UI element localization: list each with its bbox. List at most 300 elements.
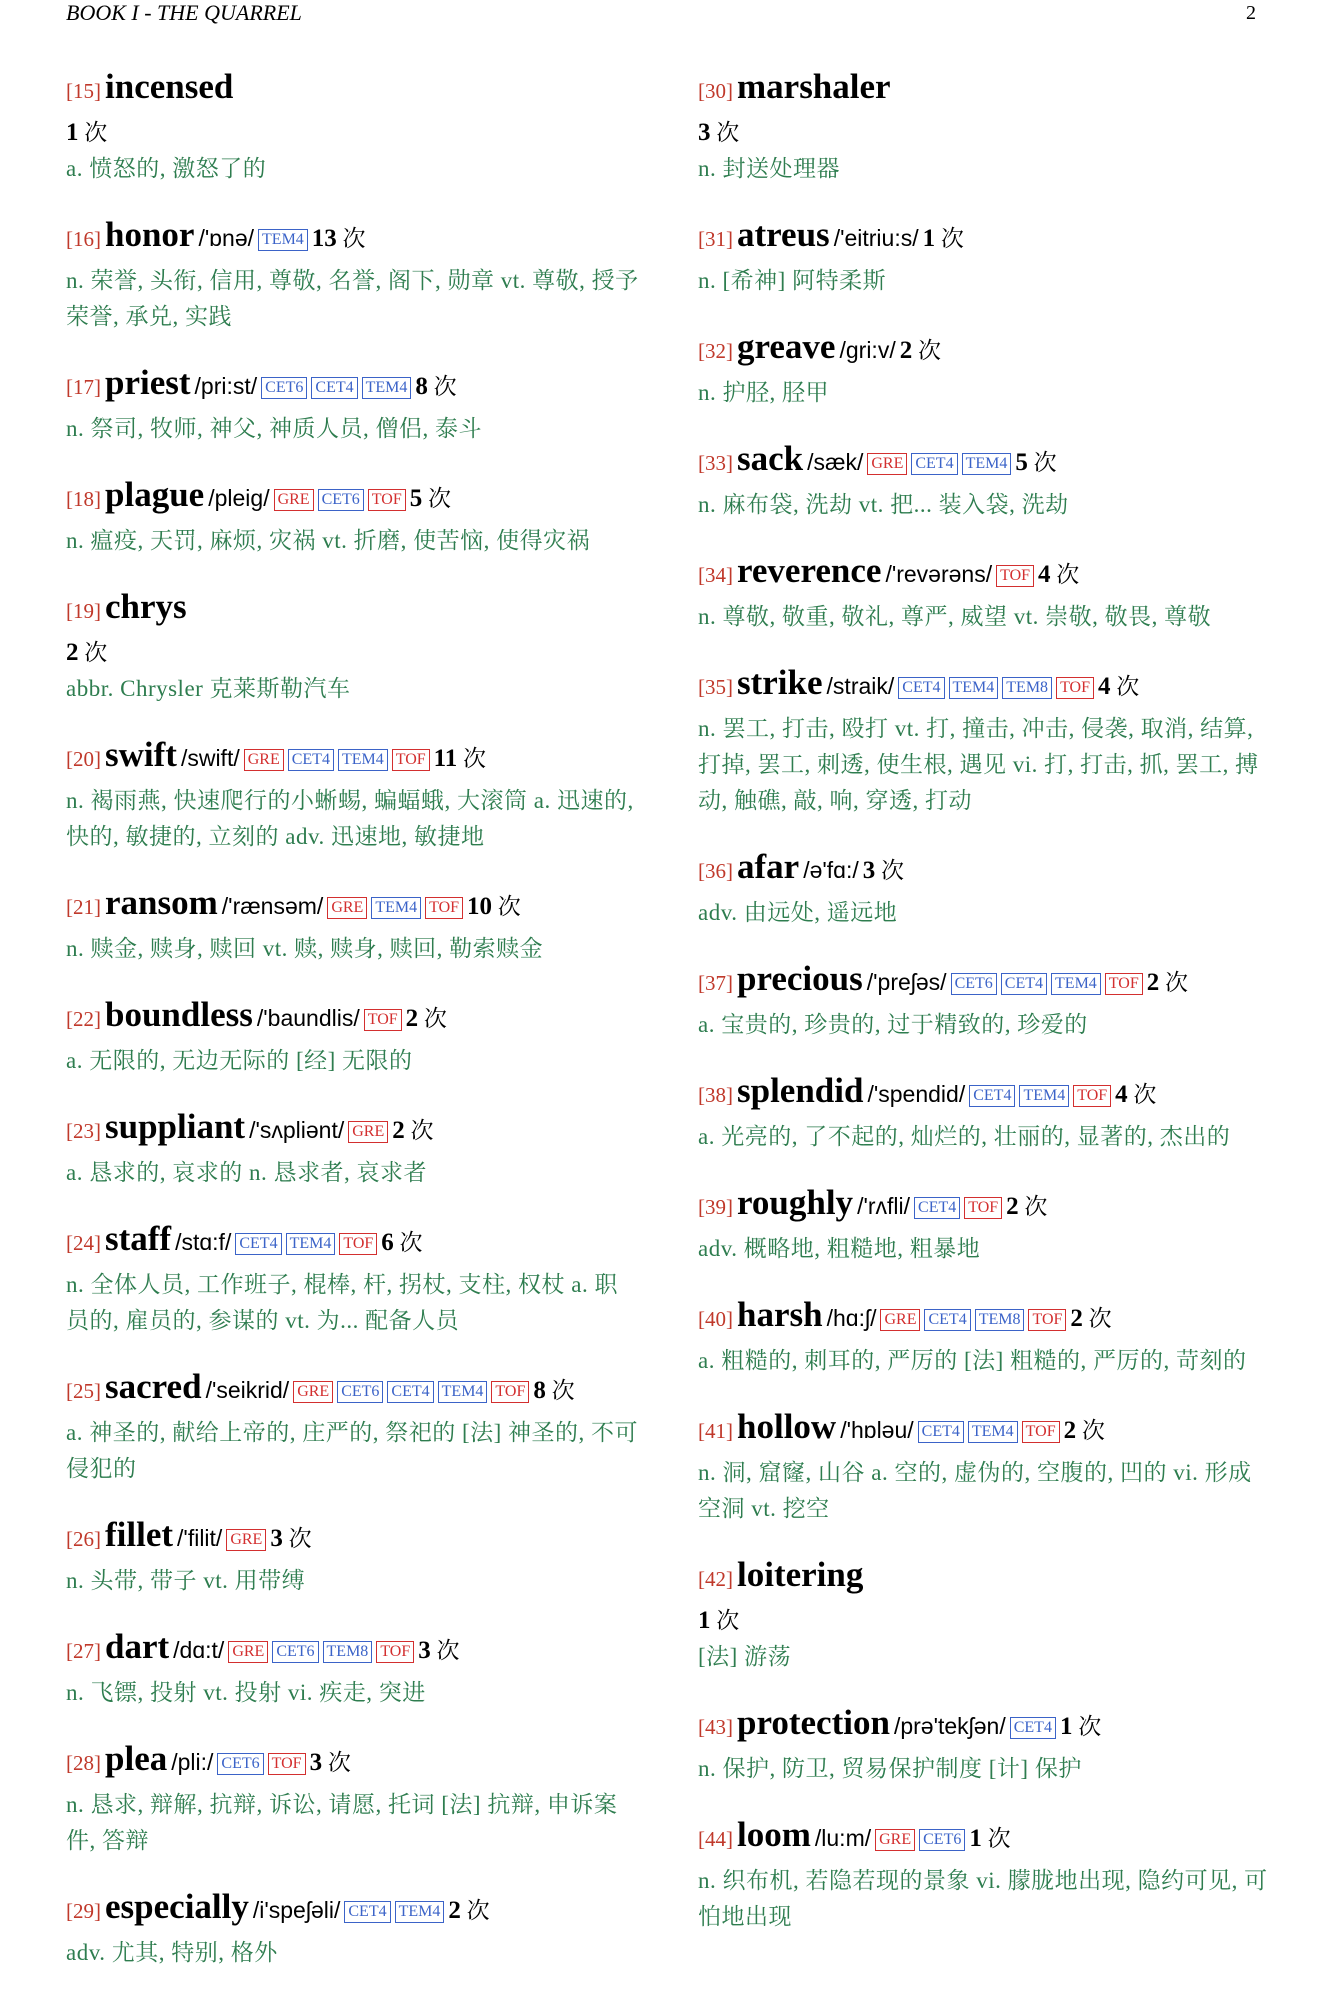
- count-number: 3: [862, 857, 876, 884]
- entry-headline: [66, 1514, 641, 1563]
- count-number: 1: [969, 1825, 982, 1852]
- entry-word: harsh: [737, 1295, 823, 1334]
- exam-tag: GRE: [880, 1309, 920, 1331]
- entry-index: [29]: [66, 1899, 101, 1923]
- exam-tag: TEM8: [323, 1641, 373, 1663]
- entry-phonetic: /ə'fɑ:/: [803, 857, 859, 883]
- entry-count-line: 2 次: [66, 639, 108, 666]
- exam-tag: TOF: [376, 1641, 414, 1663]
- exam-tag: CET4: [918, 1421, 964, 1443]
- entry-phonetic: /straik/: [826, 673, 895, 699]
- entry-headline: [698, 1182, 1273, 1231]
- entry-definition: a. 宝贵的, 珍贵的, 过于精致的, 珍爱的: [698, 1012, 1088, 1037]
- entry-index: [44]: [698, 1827, 733, 1851]
- entry-count: 5 次: [1015, 449, 1057, 476]
- entry-headline: [698, 1814, 1273, 1863]
- entry-headline: [66, 586, 641, 635]
- exam-tag: TOF: [1028, 1309, 1066, 1331]
- exam-tag: CET4: [235, 1233, 281, 1255]
- exam-tag: TOF: [491, 1381, 529, 1403]
- entry-definition: n. 保护, 防卫, 贸易保护制度 [计] 保护: [698, 1756, 1082, 1781]
- exam-tag: TOF: [268, 1753, 306, 1775]
- entry-word: ransom: [105, 883, 218, 922]
- entry-index: [33]: [698, 451, 733, 475]
- exam-tag: CET4: [311, 377, 357, 399]
- exam-tag: GRE: [226, 1529, 266, 1551]
- entry-definition: n. 尊敬, 敬重, 敬礼, 尊严, 威望 vt. 崇敬, 敬畏, 尊敬: [698, 604, 1212, 629]
- entry-count-line: 1 次: [698, 1607, 740, 1634]
- entry-headline: [698, 1294, 1273, 1343]
- count-number: 2: [1063, 1417, 1077, 1444]
- page-header: [66, 0, 1256, 30]
- count-number: 8: [415, 373, 428, 400]
- exam-tag: GRE: [244, 749, 284, 771]
- entry-word: strike: [737, 663, 823, 702]
- entry-definition: n. 全体人员, 工作班子, 棍棒, 杆, 拐杖, 支柱, 权杖 a. 职员的, 雇员的, 参谋的 vt. 为... 配备人员: [66, 1272, 618, 1333]
- entry-definition: n. 封送处理器: [698, 156, 840, 181]
- entry-definition: n. 荣誉, 头衔, 信用, 尊敬, 名誉, 阁下, 勋章 vt. 尊敬, 授予荣誉, 承兑, 实践: [66, 268, 639, 329]
- entry-definition: n. 头带, 带子 vt. 用带缚: [66, 1568, 306, 1593]
- entry-definition: a. 愤怒的, 激怒了的: [66, 156, 267, 181]
- entry-phonetic: /pleig/: [208, 485, 270, 511]
- entry-phonetic: /'seikrid/: [205, 1377, 290, 1403]
- entry-headline: [698, 662, 1273, 711]
- exam-tag: TEM4: [438, 1381, 488, 1403]
- entry-index: [18]: [66, 487, 101, 511]
- entry-headline: [698, 958, 1273, 1007]
- vocab-entry: [698, 958, 1273, 1043]
- entry-headline: [66, 1886, 641, 1935]
- entry-phonetic: /sæk/: [807, 449, 864, 475]
- vocab-entry: [698, 1182, 1273, 1267]
- entry-phonetic: /'spendid/: [867, 1081, 966, 1107]
- entry-word: staff: [105, 1219, 172, 1258]
- entry-count: 3 次: [270, 1525, 312, 1552]
- entry-phonetic: /'hɒləu/: [840, 1417, 914, 1443]
- vocab-entry: [66, 1886, 641, 1971]
- entry-headline: [66, 1626, 641, 1675]
- entry-headline: [66, 1218, 641, 1267]
- entry-count: 8 次: [415, 373, 457, 400]
- entry-count: 3 次: [309, 1749, 351, 1776]
- entry-headline: [698, 1554, 1273, 1603]
- vocab-entry: [698, 1702, 1273, 1787]
- count-number: 2: [405, 1005, 419, 1032]
- entry-word: boundless: [105, 995, 253, 1034]
- entry-word: plague: [105, 475, 205, 514]
- entry-count: 4 次: [1038, 561, 1080, 588]
- exam-tag: CET4: [911, 453, 957, 475]
- entry-phonetic: /prə'tekʃən/: [893, 1713, 1006, 1739]
- entry-word: greave: [737, 327, 836, 366]
- entry-count: 2 次: [1146, 969, 1188, 996]
- count-number: 10: [467, 893, 493, 920]
- exam-tag: TOF: [1105, 973, 1143, 995]
- entry-index: [24]: [66, 1231, 101, 1255]
- entry-count: 2 次: [899, 337, 941, 364]
- vocab-entry: [66, 882, 641, 967]
- entry-word: hollow: [737, 1407, 837, 1446]
- entry-phonetic: /gri:v/: [839, 337, 896, 363]
- vocab-entry: [66, 1106, 641, 1191]
- count-number: 4: [1098, 673, 1111, 700]
- entry-word: loitering: [737, 1555, 864, 1594]
- entry-headline: [698, 1070, 1273, 1119]
- entry-headline: [698, 66, 1273, 115]
- exam-tag: TEM8: [1002, 677, 1052, 699]
- vocab-entry: [698, 662, 1273, 819]
- exam-tag: TEM4: [371, 897, 421, 919]
- vocab-entry: [698, 1070, 1273, 1155]
- entry-index: [27]: [66, 1639, 101, 1663]
- exam-tag: CET6: [919, 1829, 965, 1851]
- entry-index: [26]: [66, 1527, 101, 1551]
- entry-word: priest: [105, 363, 191, 402]
- exam-tag: CET4: [924, 1309, 970, 1331]
- exam-tag: TOF: [392, 749, 430, 771]
- entry-count: 3 次: [862, 857, 904, 884]
- exam-tag: GRE: [293, 1381, 333, 1403]
- entry-phonetic: /swift/: [180, 745, 240, 771]
- vocab-entry: [66, 994, 641, 1079]
- exam-tag: CET4: [1010, 1717, 1056, 1739]
- count-number: 2: [392, 1117, 405, 1144]
- entry-count: 5 次: [409, 485, 451, 512]
- entry-word: sack: [737, 439, 804, 478]
- vocab-entry: [698, 1554, 1273, 1675]
- entry-definition: n. 恳求, 辩解, 抗辩, 诉讼, 请愿, 托词 [法] 抗辩, 申诉案件, 答辩: [66, 1792, 618, 1853]
- count-number: 1: [1059, 1713, 1073, 1740]
- entry-index: [21]: [66, 895, 101, 919]
- entry-index: [34]: [698, 563, 733, 587]
- exam-tag: TOF: [964, 1197, 1002, 1219]
- entry-word: swift: [105, 735, 177, 774]
- entry-word: sacred: [105, 1367, 202, 1406]
- entry-headline: [66, 474, 641, 523]
- vocab-entry: [698, 66, 1273, 187]
- exam-tag: TOF: [1022, 1421, 1060, 1443]
- entry-word: splendid: [737, 1071, 864, 1110]
- exam-tag: TEM4: [362, 377, 412, 399]
- count-number: 3: [698, 119, 711, 146]
- exam-tag: CET4: [288, 749, 334, 771]
- entry-headline: [698, 326, 1273, 375]
- entry-count: 1 次: [969, 1825, 1011, 1852]
- entry-index: [42]: [698, 1567, 733, 1591]
- entry-index: [20]: [66, 747, 101, 771]
- entry-headline: [698, 846, 1273, 895]
- exam-tag: CET4: [898, 677, 944, 699]
- entry-word: dart: [105, 1627, 170, 1666]
- entry-count: 11 次: [433, 745, 487, 772]
- entry-definition: n. [希神] 阿特柔斯: [698, 268, 887, 293]
- entry-index: [31]: [698, 227, 733, 251]
- entry-word: atreus: [737, 215, 830, 254]
- entry-definition: n. 织布机, 若隐若现的景象 vi. 朦胧地出现, 隐约可见, 可怕地出现: [698, 1868, 1268, 1929]
- entry-headline: [66, 882, 641, 931]
- count-number: 2: [66, 639, 79, 666]
- entry-index: [41]: [698, 1419, 733, 1443]
- count-number: 8: [533, 1377, 546, 1404]
- entry-definition: a. 粗糙的, 刺耳的, 严厉的 [法] 粗糙的, 严厉的, 苛刻的: [698, 1348, 1247, 1373]
- count-number: 5: [409, 485, 423, 512]
- exam-tag: TEM8: [975, 1309, 1025, 1331]
- vocab-entry: [66, 1366, 641, 1487]
- exam-tag: TEM4: [258, 229, 308, 251]
- entry-definition: adv. 由远处, 遥远地: [698, 900, 898, 925]
- entry-phonetic: /stɑ:f/: [175, 1229, 232, 1255]
- entry-definition: n. 赎金, 赎身, 赎回 vt. 赎, 赎身, 赎回, 勒索赎金: [66, 936, 544, 961]
- entry-definition: n. 祭司, 牧师, 神父, 神质人员, 僧侣, 泰斗: [66, 416, 482, 441]
- entry-index: [19]: [66, 599, 101, 623]
- entry-definition: adv. 尤其, 特别, 格外: [66, 1940, 278, 1965]
- entry-headline: [698, 438, 1273, 487]
- exam-tag: CET6: [261, 377, 307, 399]
- entry-word: chrys: [105, 587, 187, 626]
- entry-index: [40]: [698, 1307, 733, 1331]
- exam-tag: TEM4: [338, 749, 388, 771]
- entry-index: [22]: [66, 1007, 101, 1031]
- entry-word: afar: [737, 847, 800, 886]
- vocab-entry: [66, 1218, 641, 1339]
- entry-count: 3 次: [418, 1637, 460, 1664]
- exam-tag: GRE: [348, 1121, 388, 1143]
- entry-headline: [66, 362, 641, 411]
- exam-tag: GRE: [274, 489, 314, 511]
- vocab-entry: [66, 1514, 641, 1599]
- exam-tag: TEM4: [395, 1901, 445, 1923]
- entry-phonetic: /dɑ:t/: [173, 1637, 225, 1663]
- exam-tag: TOF: [1073, 1085, 1111, 1107]
- count-number: 1: [922, 225, 936, 252]
- vocab-entry: [66, 734, 641, 855]
- entry-count-line: 3 次: [698, 119, 740, 146]
- entry-phonetic: /'filit/: [177, 1525, 223, 1551]
- vocab-entry: [66, 474, 641, 559]
- entry-index: [30]: [698, 79, 733, 103]
- exam-tag: CET4: [387, 1381, 433, 1403]
- entry-headline: [698, 550, 1273, 599]
- entry-count: 10 次: [467, 893, 521, 920]
- entry-word: incensed: [105, 67, 234, 106]
- page-number: 2: [1246, 2, 1256, 24]
- exam-tag: TEM4: [949, 677, 999, 699]
- entry-index: [17]: [66, 375, 101, 399]
- vocab-entry: [698, 846, 1273, 931]
- vocab-entry: [698, 326, 1273, 411]
- entry-phonetic: /i'speʃəli/: [252, 1897, 341, 1923]
- count-number: 4: [1115, 1081, 1128, 1108]
- exam-tag: CET4: [914, 1197, 960, 1219]
- entry-definition: a. 恳求的, 哀求的 n. 恳求者, 哀求者: [66, 1160, 427, 1185]
- exam-tag: CET6: [217, 1753, 263, 1775]
- vocab-entry: [66, 1626, 641, 1711]
- entry-definition: abbr. Chrysler 克莱斯勒汽车: [66, 676, 351, 701]
- entry-definition: n. 褐雨燕, 快速爬行的小蜥蜴, 蝙蝠蛾, 大滚筒 a. 迅速的, 快的, 敏捷的, 立刻的 adv. 迅速地, 敏捷地: [66, 788, 634, 849]
- entry-phonetic: /'baundlis/: [256, 1005, 360, 1031]
- vocab-entry: [698, 550, 1273, 635]
- entry-definition: n. 麻布袋, 洗劫 vt. 把... 装入袋, 洗劫: [698, 492, 1069, 517]
- count-number: 2: [1006, 1193, 1019, 1220]
- entry-word: roughly: [737, 1183, 854, 1222]
- vocab-entry: [66, 586, 641, 707]
- entry-count: 6 次: [381, 1229, 423, 1256]
- exam-tag: TEM4: [968, 1421, 1018, 1443]
- entry-index: [16]: [66, 227, 101, 251]
- entry-index: [25]: [66, 1379, 101, 1403]
- entry-phonetic: /'sʌpliənt/: [249, 1117, 345, 1143]
- entry-count: 2 次: [448, 1897, 490, 1924]
- exam-tag: CET6: [318, 489, 364, 511]
- exam-tag: TOF: [339, 1233, 377, 1255]
- entry-phonetic: /pli:/: [171, 1749, 214, 1775]
- count-number: 5: [1015, 449, 1028, 476]
- entry-definition: n. 瘟疫, 天罚, 麻烦, 灾祸 vt. 折磨, 使苦恼, 使得灾祸: [66, 528, 591, 553]
- entry-definition: n. 护胫, 胫甲: [698, 380, 829, 405]
- entry-count: 2 次: [1070, 1305, 1112, 1332]
- exam-tag: GRE: [867, 453, 907, 475]
- entry-headline: [66, 66, 641, 115]
- vocab-entry: [698, 1294, 1273, 1379]
- entry-index: [38]: [698, 1083, 733, 1107]
- exam-tag: CET4: [969, 1085, 1015, 1107]
- exam-tag: TOF: [425, 897, 463, 919]
- entry-phonetic: /pri:st/: [194, 373, 258, 399]
- count-number: 3: [309, 1749, 323, 1776]
- exam-tag: GRE: [228, 1641, 268, 1663]
- entry-phonetic: /'rʌfli/: [857, 1193, 911, 1219]
- entry-headline: [698, 214, 1273, 263]
- entry-headline: [698, 1406, 1273, 1455]
- entry-headline: [66, 994, 641, 1043]
- count-number: 2: [448, 1897, 461, 1924]
- exam-tag: CET6: [337, 1381, 383, 1403]
- exam-tag: TEM4: [1019, 1085, 1069, 1107]
- entry-index: [43]: [698, 1715, 733, 1739]
- entry-index: [32]: [698, 339, 733, 363]
- exam-tag: CET4: [344, 1901, 390, 1923]
- entry-count: 1 次: [1059, 1713, 1102, 1740]
- entry-definition: n. 洞, 窟窿, 山谷 a. 空的, 虚伪的, 空腹的, 凹的 vi. 形成空洞 vt. 挖空: [698, 1460, 1252, 1521]
- vocab-entry: [66, 214, 641, 335]
- exam-tag: CET4: [1001, 973, 1047, 995]
- entry-word: plea: [105, 1739, 168, 1778]
- entry-phonetic: /'preʃəs/: [866, 969, 947, 995]
- count-number: 3: [270, 1525, 283, 1552]
- entry-count: 4 次: [1115, 1081, 1157, 1108]
- entry-word: honor: [105, 215, 195, 254]
- exam-tag: GRE: [327, 897, 367, 919]
- exam-tag: TOF: [996, 565, 1034, 587]
- entry-phonetic: /hɑ:ʃ/: [826, 1305, 877, 1331]
- entry-count: 13 次: [311, 225, 366, 252]
- entry-definition: n. 罢工, 打击, 殴打 vt. 打, 撞击, 冲击, 侵袭, 取消, 结算, 打掉, 罢工, 刺透, 使生根, 遇见 vi. 打, 打击, 抓, 罢工, 搏动, 触礁, 敲, 响, 穿透, 打动: [698, 716, 1259, 813]
- count-number: 11: [433, 745, 458, 772]
- entry-headline: [698, 1702, 1273, 1751]
- entry-count: 8 次: [533, 1377, 575, 1404]
- entry-count: 4 次: [1098, 673, 1140, 700]
- entry-index: [28]: [66, 1751, 101, 1775]
- entry-count: 2 次: [1006, 1193, 1048, 1220]
- exam-tag: GRE: [875, 1829, 915, 1851]
- entry-word: suppliant: [105, 1107, 246, 1146]
- entry-index: [37]: [698, 971, 733, 995]
- vocab-entry: [66, 66, 641, 187]
- entry-word: precious: [737, 959, 863, 998]
- vocab-entry: [698, 214, 1273, 299]
- entry-count: 1 次: [922, 225, 964, 252]
- entry-definition: a. 无限的, 无边无际的 [经] 无限的: [66, 1048, 413, 1073]
- entry-headline: [66, 1106, 641, 1155]
- entry-word: especially: [105, 1887, 249, 1926]
- vocab-entry: [698, 1814, 1273, 1935]
- exam-tag: TEM4: [286, 1233, 336, 1255]
- count-number: 2: [1146, 969, 1160, 996]
- exam-tag: TOF: [1056, 677, 1094, 699]
- entry-word: reverence: [737, 551, 882, 590]
- entry-index: [15]: [66, 79, 101, 103]
- count-number: 2: [899, 337, 913, 364]
- exam-tag: CET6: [951, 973, 997, 995]
- entry-count-line: 1 次: [66, 119, 108, 146]
- exam-tag: TOF: [368, 489, 406, 511]
- entry-count: 2 次: [392, 1117, 434, 1144]
- entry-headline: [66, 214, 641, 263]
- entry-definition: adv. 概略地, 粗糙地, 粗暴地: [698, 1236, 981, 1261]
- entry-phonetic: /'ɒnə/: [198, 225, 255, 251]
- entry-definition: a. 神圣的, 献给上帝的, 庄严的, 祭祀的 [法] 神圣的, 不可侵犯的: [66, 1420, 639, 1481]
- entry-word: protection: [737, 1703, 890, 1742]
- exam-tag: TOF: [364, 1009, 402, 1031]
- count-number: 2: [1070, 1305, 1083, 1332]
- count-number: 1: [698, 1607, 711, 1634]
- count-number: 13: [311, 225, 337, 252]
- count-number: 1: [66, 119, 79, 146]
- count-number: 4: [1038, 561, 1051, 588]
- entry-headline: [66, 1366, 641, 1415]
- entry-word: marshaler: [737, 67, 891, 106]
- entry-word: fillet: [105, 1515, 174, 1554]
- entry-headline: [66, 1738, 641, 1787]
- entry-headline: [66, 734, 641, 783]
- entry-definition: [法] 游荡: [698, 1644, 792, 1669]
- exam-tag: CET6: [272, 1641, 318, 1663]
- entry-definition: n. 飞镖, 投射 vt. 投射 vi. 疾走, 突进: [66, 1680, 426, 1705]
- vocab-entry: [66, 1738, 641, 1859]
- entry-word: loom: [737, 1815, 811, 1854]
- entry-index: [36]: [698, 859, 733, 883]
- vocab-entry: [698, 438, 1273, 523]
- entry-phonetic: /lu:m/: [814, 1825, 872, 1851]
- count-number: 6: [381, 1229, 394, 1256]
- count-number: 3: [418, 1637, 431, 1664]
- entry-phonetic: /'rænsəm/: [221, 893, 324, 919]
- entry-phonetic: /'eitriu:s/: [833, 225, 919, 251]
- exam-tag: TEM4: [962, 453, 1012, 475]
- entry-index: [35]: [698, 675, 733, 699]
- entry-index: [23]: [66, 1119, 101, 1143]
- exam-tag: TEM4: [1051, 973, 1101, 995]
- entry-phonetic: /'revərəns/: [885, 561, 993, 587]
- entry-count: 2 次: [405, 1005, 447, 1032]
- entry-definition: a. 光亮的, 了不起的, 灿烂的, 壮丽的, 显著的, 杰出的: [698, 1124, 1231, 1149]
- vocab-entry: [66, 362, 641, 447]
- left-column: [66, 66, 641, 1998]
- right-column: [698, 66, 1273, 1962]
- book-title: BOOK I - THE QUARREL: [66, 0, 302, 25]
- entry-index: [39]: [698, 1195, 733, 1219]
- entry-count: 2 次: [1063, 1417, 1105, 1444]
